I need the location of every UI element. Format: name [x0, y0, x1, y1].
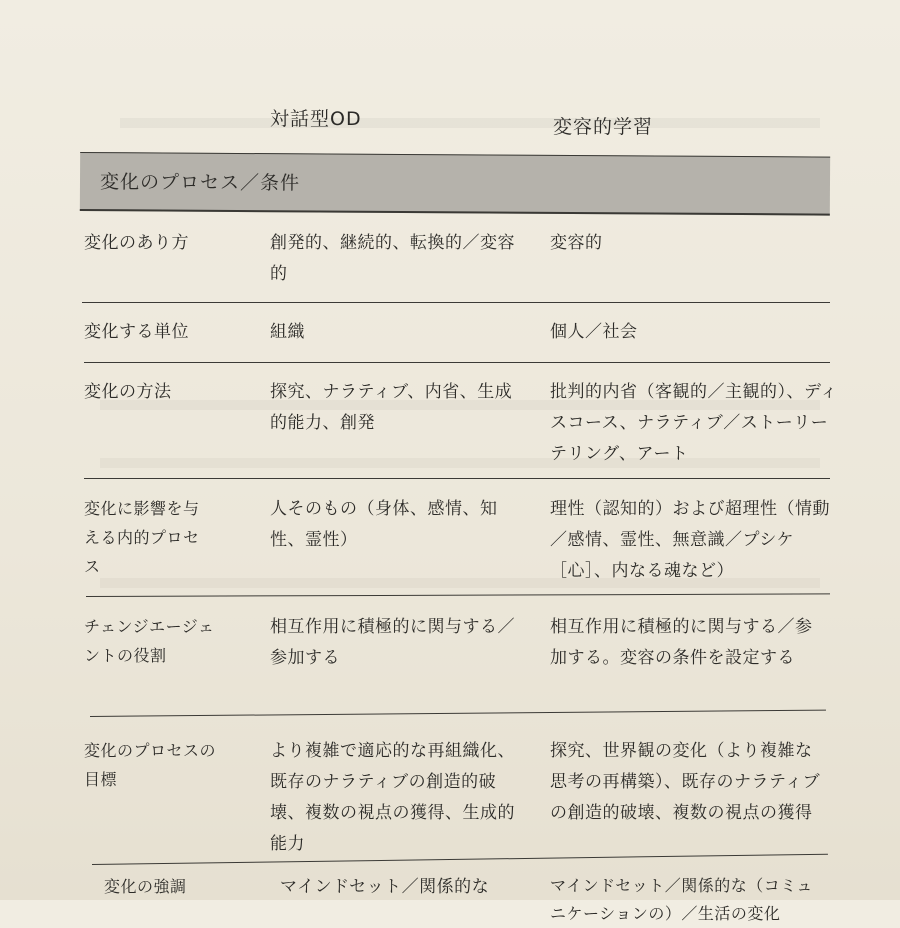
bleed-through-shadow: [120, 118, 820, 128]
row-label: 変化の強調: [104, 877, 187, 896]
learning-cell: 個人／社会: [550, 322, 638, 342]
od-cell: 探究、ナラティブ、内省、生成的能力、創発: [270, 382, 513, 433]
row-label: チェンジエージェントの役割: [84, 617, 215, 665]
section-header-bar: [80, 152, 830, 216]
row-label: 変化のプロセスの目標: [84, 741, 217, 789]
learning-cell: 探究、世界観の変化（より複雑な思考の再構築）、既存のナラティブの創造的破壊、複数の視点の獲得: [550, 741, 821, 823]
row-label: 変化のあり方: [84, 233, 189, 253]
row-divider: [82, 302, 830, 303]
od-cell: 相互作用に積極的に関与する／参加する: [270, 617, 515, 668]
section-title: 変化のプロセス／条件: [99, 171, 301, 195]
learning-cell: 相互作用に積極的に関与する／参加する。変容の条件を設定する: [550, 617, 813, 668]
row-divider: [84, 362, 830, 363]
row-divider: [84, 478, 830, 479]
od-cell: マインドセット／関係的な: [280, 877, 490, 897]
learning-cell: 理性（認知的）および超理性（情動／感情、霊性、無意識／プシケ［心］、内なる魂など）: [550, 499, 830, 581]
learning-cell: 批判的内省（客観的／主観的）、ディスコース、ナラティブ／ストーリーテリング、アート: [550, 382, 838, 464]
row-divider: [90, 710, 826, 717]
od-cell: 人そのもの（身体、感情、知性、霊性）: [270, 499, 498, 550]
learning-cell: 変容的: [550, 233, 603, 253]
column-header-od: 対話型OD: [270, 108, 362, 130]
od-cell: 組織: [270, 322, 305, 342]
row-label: 変化に影響を与える内的プロセス: [84, 499, 200, 576]
learning-cell: マインドセット／関係的な（コミュニケーションの）／生活の変化: [550, 876, 813, 923]
row-label: 変化する単位: [84, 322, 189, 342]
row-divider: [86, 593, 830, 597]
od-cell: より複雑で適応的な再組織化、既存のナラティブの創造的破壊、複数の視点の獲得、生成的能力: [270, 741, 515, 854]
od-cell: 創発的、継続的、転換的／変容的: [270, 233, 515, 284]
column-header-learning: 変容的学習: [553, 116, 654, 138]
row-label: 変化の方法: [84, 382, 172, 402]
